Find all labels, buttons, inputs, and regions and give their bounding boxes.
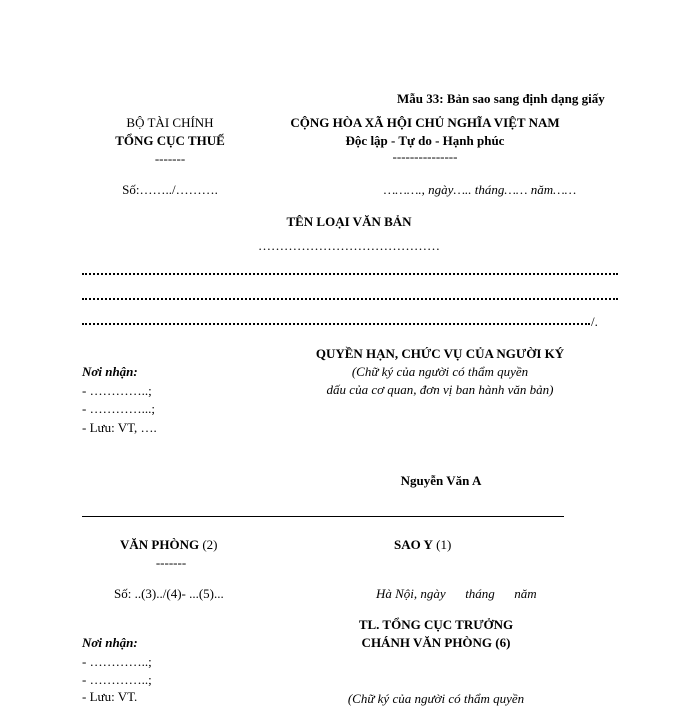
recipient-item: - …………..;: [82, 672, 152, 687]
recipient-item: - Lưu: VT.: [82, 689, 138, 704]
signer-note: (Chữ ký của người có thẩm quyền: [351, 364, 529, 379]
body-line: [82, 323, 590, 325]
signer-title: QUYỀN HẠN, CHỨC VỤ CỦA NGƯỜI KÝ: [315, 346, 565, 361]
document-type: TÊN LOẠI VĂN BẢN: [286, 214, 412, 229]
signer-note: dấu của cơ quan, đơn vị ban hành văn bản): [326, 382, 554, 397]
copy-sign-title: TL. TỔNG CỤC TRƯỞNG: [358, 617, 514, 632]
body-line: [82, 298, 618, 300]
recipient-item: - …………..;: [82, 654, 152, 669]
issuer-ministry: BỘ TÀI CHÍNH: [126, 115, 214, 130]
document-number: Số:……../……….: [122, 182, 218, 197]
national-separator: ---------------: [392, 149, 458, 164]
recipients-label: Nơi nhận:: [82, 364, 138, 379]
recipient-item: - Lưu: VT, ….: [82, 420, 157, 435]
office-separator: -------: [155, 555, 187, 570]
document-date: ………., ngày….. tháng…… năm……: [383, 182, 577, 197]
copy-recipients-label: Nơi nhận:: [82, 635, 138, 650]
national-motto: Độc lập - Tự do - Hạnh phúc: [345, 133, 505, 148]
template-label: Mẫu 33: Bản sao sang định dạng giấy: [397, 91, 605, 106]
copy-sign-title: CHÁNH VĂN PHÒNG (6): [361, 635, 511, 650]
signer-name: Nguyễn Văn A: [400, 473, 482, 488]
recipient-item: - …………..;: [82, 383, 152, 398]
copy-number: Số: ..(3)../(4)- ...(5)...: [114, 586, 224, 601]
body-end-mark: /.: [591, 314, 598, 329]
document-subject: ……………………………………: [258, 238, 440, 253]
office-name: VĂN PHÒNG (2): [120, 537, 218, 552]
copy-label: SAO Y (1): [394, 537, 452, 552]
issuer-department: TỔNG CỤC THUẾ: [115, 133, 225, 148]
section-divider: [82, 516, 564, 517]
issuer-separator: -------: [154, 151, 186, 166]
national-title: CỘNG HÒA XÃ HỘI CHỦ NGHĨA VIỆT NAM: [290, 115, 560, 130]
copy-date: Hà Nội, ngày tháng năm: [376, 586, 537, 601]
recipient-item: - …………...;: [82, 401, 155, 416]
copy-sign-note: (Chữ ký của người có thẩm quyền: [347, 691, 525, 706]
body-line: [82, 273, 618, 275]
